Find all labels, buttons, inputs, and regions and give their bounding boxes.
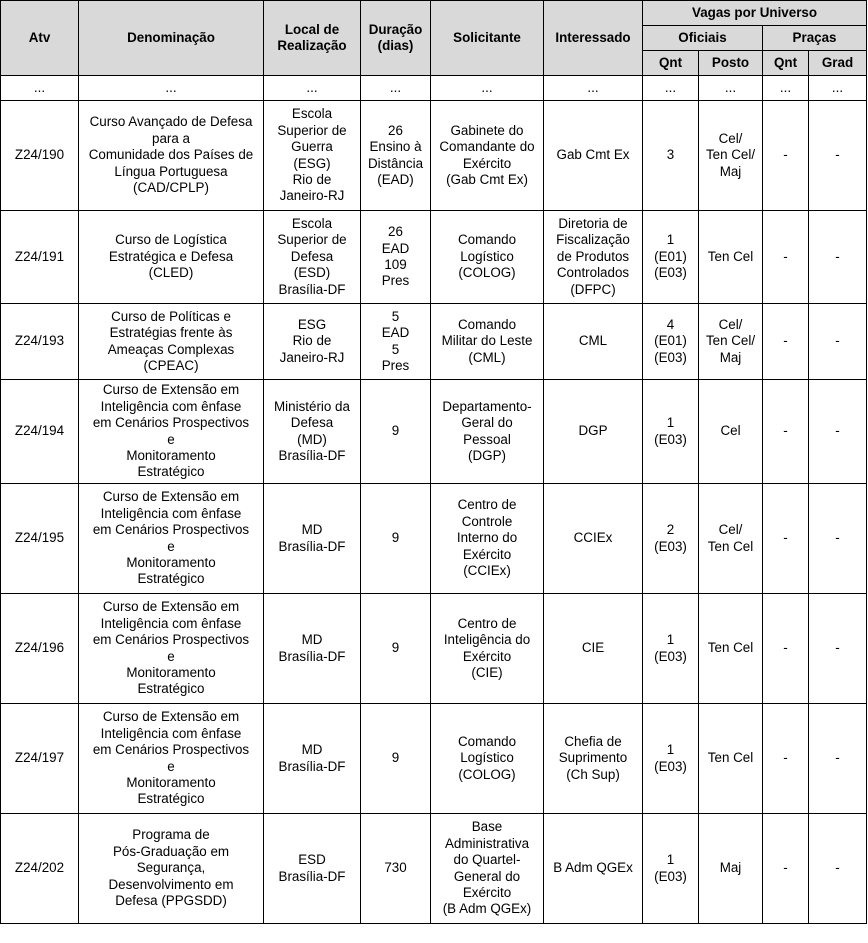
cell-atv: Z24/194: [1, 380, 79, 484]
ellipsis-cell: ...: [544, 76, 643, 101]
cell-qnt-oficiais: 3: [643, 101, 699, 211]
ellipsis-row: [1, 76, 867, 101]
cell-duracao: 5 EAD 5 Pres: [361, 304, 431, 380]
cell-posto: Cel/ Ten Cel/ Maj: [699, 101, 763, 211]
cell-atv: Z24/193: [1, 304, 79, 380]
cell-interessado: CML: [544, 304, 643, 380]
ellipsis-cell: ...: [699, 76, 763, 101]
header-qnt-oficiais: Qnt: [643, 51, 699, 76]
cell-qnt-pracas: -: [763, 484, 809, 594]
header-solicitante: Solicitante: [431, 1, 544, 76]
cell-grad: -: [809, 211, 867, 304]
cell-local: ESD Brasília-DF: [264, 814, 361, 924]
ellipsis-cell: ...: [431, 76, 544, 101]
ellipsis-cell: ...: [809, 76, 867, 101]
cell-qnt-pracas: -: [763, 704, 809, 814]
cell-qnt-pracas: -: [763, 594, 809, 704]
table-row: [1, 484, 867, 594]
cell-interessado: Diretoria de Fiscalização de Produtos Controlados (DFPC): [544, 211, 643, 304]
cell-posto: Ten Cel: [699, 594, 763, 704]
ellipsis-cell: ...: [763, 76, 809, 101]
cell-interessado: Chefia de Suprimento (Ch Sup): [544, 704, 643, 814]
cell-qnt-pracas: -: [763, 304, 809, 380]
cell-atv: Z24/196: [1, 594, 79, 704]
cell-qnt-oficiais: 2 (E03): [643, 484, 699, 594]
ellipsis-cell: ...: [1, 76, 79, 101]
cell-interessado: DGP: [544, 380, 643, 484]
cell-denominacao: Curso de Extensão em Inteligência com ênfase em Cenários Prospectivos e Monitoramento Estratégico: [79, 484, 264, 594]
cell-grad: -: [809, 594, 867, 704]
cell-denominacao: Curso de Extensão em Inteligência com ênfase em Cenários Prospectivos e Monitoramento Estratégico: [79, 380, 264, 484]
cell-solicitante: Gabinete do Comandante do Exército (Gab Cmt Ex): [431, 101, 544, 211]
cell-duracao: 26 EAD 109 Pres: [361, 211, 431, 304]
cell-qnt-pracas: -: [763, 211, 809, 304]
cell-solicitante: Base Administrativa do Quartel- General do Exército (B Adm QGEx): [431, 814, 544, 924]
ellipsis-cell: ...: [79, 76, 264, 101]
cell-posto: Maj: [699, 814, 763, 924]
header-pracas: Praças: [763, 26, 867, 51]
cell-grad: -: [809, 380, 867, 484]
cell-posto: Ten Cel: [699, 211, 763, 304]
cell-atv: Z24/197: [1, 704, 79, 814]
cell-qnt-oficiais: 1 (E03): [643, 704, 699, 814]
cell-interessado: CIE: [544, 594, 643, 704]
cell-interessado: CCIEx: [544, 484, 643, 594]
cell-duracao: 9: [361, 484, 431, 594]
cell-local: MD Brasília-DF: [264, 484, 361, 594]
cell-atv: Z24/190: [1, 101, 79, 211]
cell-local: MD Brasília-DF: [264, 704, 361, 814]
cell-duracao: 9: [361, 594, 431, 704]
cell-qnt-oficiais: 1 (E03): [643, 814, 699, 924]
header-atv: Atv: [1, 1, 79, 76]
ellipsis-cell: ...: [264, 76, 361, 101]
cell-duracao: 9: [361, 704, 431, 814]
header-posto: Posto: [699, 51, 763, 76]
ellipsis-cell: ...: [643, 76, 699, 101]
header-local: Local de Realização: [264, 1, 361, 76]
header-denominacao: Denominação: [79, 1, 264, 76]
cell-grad: -: [809, 484, 867, 594]
cell-interessado: B Adm QGEx: [544, 814, 643, 924]
header-duracao: Duração (dias): [361, 1, 431, 76]
table-row: [1, 594, 867, 704]
cell-grad: -: [809, 814, 867, 924]
cell-local: Escola Superior de Defesa (ESD) Brasília-DF: [264, 211, 361, 304]
cell-duracao: 26 Ensino à Distância (EAD): [361, 101, 431, 211]
cell-grad: -: [809, 704, 867, 814]
cell-qnt-pracas: -: [763, 101, 809, 211]
cell-denominacao: Curso de Extensão em Inteligência com ênfase em Cenários Prospectivos e Monitoramento Estratégico: [79, 704, 264, 814]
cell-posto: Cel: [699, 380, 763, 484]
cell-posto: Cel/ Ten Cel: [699, 484, 763, 594]
cell-qnt-pracas: -: [763, 380, 809, 484]
table-row: [1, 704, 867, 814]
cell-interessado: Gab Cmt Ex: [544, 101, 643, 211]
cell-denominacao: Curso Avançado de Defesa para a Comunidade dos Países de Língua Portuguesa (CAD/CPLP): [79, 101, 264, 211]
cell-local: MD Brasília-DF: [264, 594, 361, 704]
cell-grad: -: [809, 101, 867, 211]
table-row: [1, 101, 867, 211]
header-vagas-por-universo: Vagas por Universo: [643, 1, 867, 26]
cell-qnt-oficiais: 4 (E01) (E03): [643, 304, 699, 380]
cell-grad: -: [809, 304, 867, 380]
cell-posto: Cel/ Ten Cel/ Maj: [699, 304, 763, 380]
cell-solicitante: Departamento- Geral do Pessoal (DGP): [431, 380, 544, 484]
table-row: [1, 380, 867, 484]
ellipsis-cell: ...: [361, 76, 431, 101]
header-oficiais: Oficiais: [643, 26, 763, 51]
cell-denominacao: Curso de Políticas e Estratégias frente às Ameaças Complexas (CPEAC): [79, 304, 264, 380]
cell-local: ESG Rio de Janeiro-RJ: [264, 304, 361, 380]
table-row: [1, 211, 867, 304]
cell-duracao: 9: [361, 380, 431, 484]
cell-qnt-oficiais: 1 (E03): [643, 594, 699, 704]
cell-qnt-pracas: -: [763, 814, 809, 924]
cell-solicitante: Centro de Inteligência do Exército (CIE): [431, 594, 544, 704]
cell-solicitante: Comando Militar do Leste (CML): [431, 304, 544, 380]
header-interessado: Interessado: [544, 1, 643, 76]
cell-denominacao: Curso de Logística Estratégica e Defesa (CLED): [79, 211, 264, 304]
cell-solicitante: Centro de Controle Interno do Exército (CCIEx): [431, 484, 544, 594]
cell-denominacao: Programa de Pós-Graduação em Segurança, Desenvolvimento em Defesa (PPGSDD): [79, 814, 264, 924]
header-qnt-pracas: Qnt: [763, 51, 809, 76]
cell-solicitante: Comando Logístico (COLOG): [431, 704, 544, 814]
cell-duracao: 730: [361, 814, 431, 924]
cell-local: Ministério da Defesa (MD) Brasília-DF: [264, 380, 361, 484]
cell-atv: Z24/195: [1, 484, 79, 594]
cell-solicitante: Comando Logístico (COLOG): [431, 211, 544, 304]
table-row: [1, 814, 867, 924]
cell-atv: Z24/202: [1, 814, 79, 924]
cell-qnt-oficiais: 1 (E01) (E03): [643, 211, 699, 304]
header-grad: Grad: [809, 51, 867, 76]
cell-local: Escola Superior de Guerra (ESG) Rio de Janeiro-RJ: [264, 101, 361, 211]
cell-qnt-oficiais: 1 (E03): [643, 380, 699, 484]
cell-atv: Z24/191: [1, 211, 79, 304]
table-row: [1, 304, 867, 380]
cell-posto: Ten Cel: [699, 704, 763, 814]
cell-denominacao: Curso de Extensão em Inteligência com ênfase em Cenários Prospectivos e Monitoramento Estratégico: [79, 594, 264, 704]
